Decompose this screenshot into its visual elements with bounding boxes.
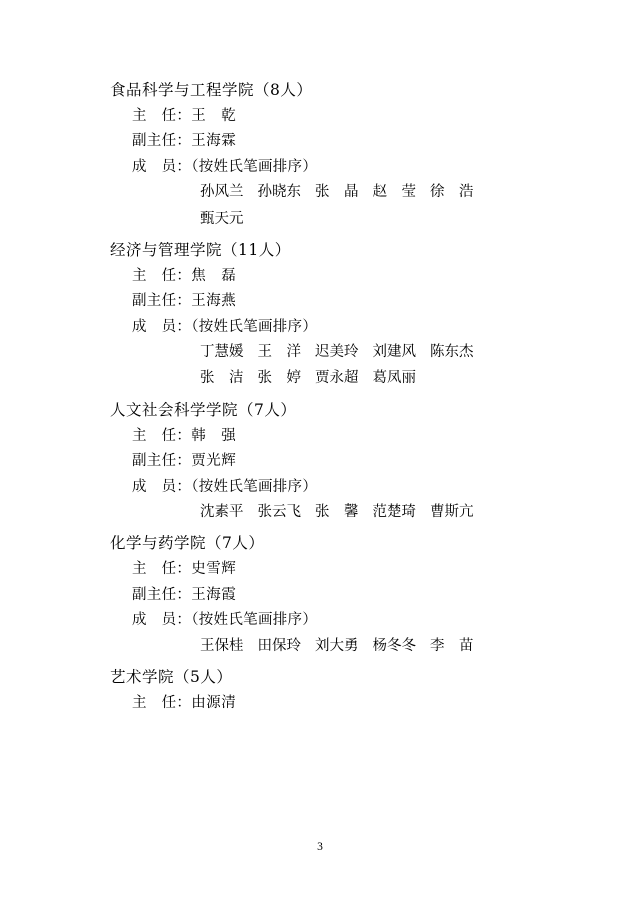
member-name: 张 晶 [315, 184, 359, 201]
members-label-line [132, 609, 580, 631]
college-title: 人文社会科学学院（7人） [110, 400, 297, 419]
deputy-director-name: 贾光辉 [191, 453, 237, 470]
deputy-director-label: 副主任： [132, 586, 192, 603]
director-line [132, 265, 580, 287]
director-name: 史雪辉 [191, 561, 237, 578]
member-name: 李 苗 [430, 637, 474, 654]
member-name: 迟美玲 [315, 344, 359, 361]
member-name: 陈东杰 [430, 344, 474, 361]
member-name: 杨冬冬 [372, 637, 416, 654]
member-name: 曹斯亢 [430, 504, 474, 521]
deputy-director-name: 王海霞 [191, 586, 237, 603]
member-name: 张 洁 [200, 370, 244, 387]
director-line [132, 692, 580, 714]
deputy-director-label: 副主任： [132, 453, 192, 470]
member-name: 沈素平 [200, 504, 244, 521]
director-line [132, 558, 580, 580]
member-name: 甄天元 [200, 210, 244, 227]
member-name: 范楚琦 [372, 504, 416, 521]
director-label: 主 任： [132, 267, 192, 284]
members-label: 成 员：（按姓氏笔画排序） [132, 158, 318, 175]
deputy-director-line [132, 290, 580, 312]
deputy-director-line [132, 584, 580, 606]
member-name: 刘大勇 [315, 637, 359, 654]
members-label-line [132, 316, 580, 338]
deputy-director-label: 副主任： [132, 293, 192, 310]
member-name: 刘建风 [372, 344, 416, 361]
college-section [60, 238, 580, 391]
members-row [200, 635, 580, 658]
member-name: 田保玲 [257, 637, 301, 654]
director-label: 主 任： [132, 694, 192, 711]
document-body [60, 78, 580, 714]
college-title: 化学与药学院（7人） [110, 534, 265, 553]
deputy-director-line [132, 130, 580, 152]
members-label-line [132, 156, 580, 178]
members-label: 成 员：（按姓氏笔画排序） [132, 478, 318, 495]
director-label: 主 任： [132, 108, 192, 125]
director-label: 主 任： [132, 561, 192, 578]
members-row [200, 341, 580, 364]
members-row [200, 208, 580, 231]
director-line [132, 425, 580, 447]
director-name: 韩 强 [191, 427, 237, 444]
college-title: 艺术学院（5人） [110, 667, 233, 686]
director-name: 焦 磊 [191, 267, 237, 284]
member-name: 张云飞 [257, 504, 301, 521]
director-name: 由源清 [191, 694, 237, 711]
page-number: 3 [317, 841, 323, 853]
college-section [60, 531, 580, 658]
deputy-director-line [132, 450, 580, 472]
member-name: 张 婷 [257, 370, 301, 387]
member-name: 丁慧媛 [200, 344, 244, 361]
members-row [200, 367, 580, 390]
member-name: 葛凤丽 [372, 370, 416, 387]
members-row [200, 181, 580, 204]
director-name: 王 乾 [191, 108, 237, 125]
members-label-line [132, 476, 580, 498]
member-name: 孙晓东 [257, 184, 301, 201]
college-section [60, 398, 580, 525]
college-section [60, 665, 580, 714]
deputy-director-label: 副主任： [132, 133, 192, 150]
member-name: 贾永超 [315, 370, 359, 387]
members-label: 成 员：（按姓氏笔画排序） [132, 318, 318, 335]
deputy-director-name: 王海燕 [191, 293, 237, 310]
member-name: 徐 浩 [430, 184, 474, 201]
members-label: 成 员：（按姓氏笔画排序） [132, 612, 318, 629]
college-title: 食品科学与工程学院（8人） [110, 81, 313, 99]
member-name: 王 洋 [257, 344, 301, 361]
deputy-director-name: 王海霖 [191, 133, 237, 150]
member-name: 王保桂 [200, 637, 244, 654]
member-name: 张 馨 [315, 504, 359, 521]
college-title: 经济与管理学院（11人） [110, 240, 291, 259]
member-name: 赵 莹 [372, 184, 416, 201]
college-section [60, 78, 580, 231]
member-name: 孙风兰 [200, 184, 244, 201]
director-line [132, 105, 580, 127]
members-row [200, 501, 580, 524]
director-label: 主 任： [132, 427, 192, 444]
